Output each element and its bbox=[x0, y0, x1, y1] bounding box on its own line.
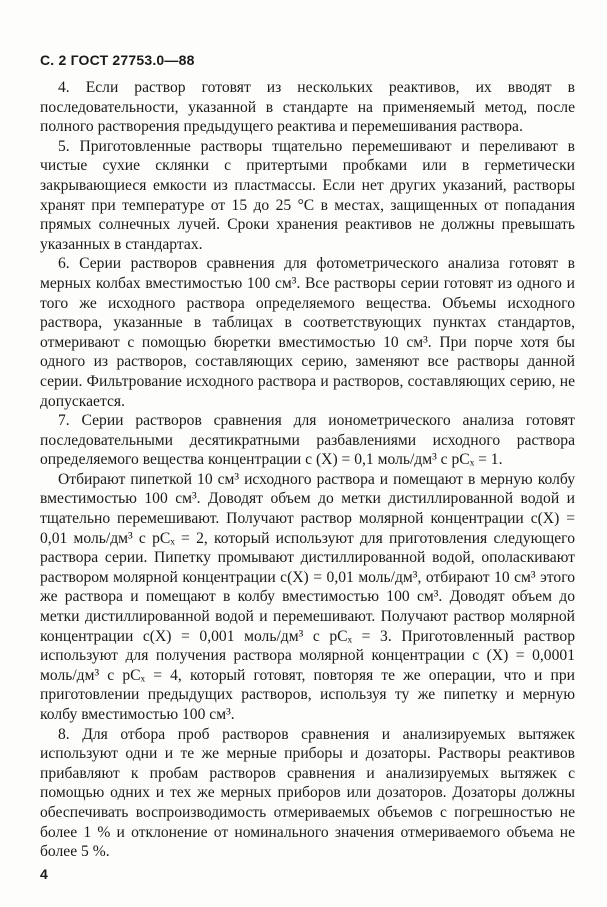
paragraph-text: 6. Серии растворов сравнения для фотометрического анализа готовят в мерных колбах вместимостью 100 см³. Все растворы серии готовят из одного и того же исходного раствора определяемого вещества. Объемы исходного раствора, указанные в таблицах в соответствующих пунктах стандартов, отмеривают с помощью бюретки вместимостью 10 см³. При порче хотя бы одного из растворов, составляющих серию, заменяют все растворы данной серии. Фильтрование исходного раствора и растворов, составляющих серию, не допускается. bbox=[40, 255, 575, 410]
paragraph-7-continued bbox=[40, 470, 575, 725]
paragraph-6 bbox=[40, 254, 575, 411]
document-body bbox=[40, 78, 575, 862]
paragraph-4 bbox=[40, 78, 575, 137]
paragraph-7 bbox=[40, 411, 575, 470]
paragraph-text: 8. Для отбора проб растворов сравнения и анализируемых вытяжек используют одни и те же мерные приборы и дозаторы. Растворы реактивов прибавляют к пробам растворов сравнения и анализируемых вытяжек с помощью одних и тех же мерных приборов или дозаторов. Дозаторы должны обеспечивать воспроизводимость отмериваемых объемов с погрешностью не более 1 % и отклонение от номинального значения отмериваемого объема не более 5 %. bbox=[40, 725, 575, 861]
paragraph-8 bbox=[40, 725, 575, 862]
paragraph-text: Отбирают пипеткой 10 см³ исходного раствора и помещают в мерную колбу вместимостью 100 см³. Доводят объем до метки дистиллированной водой и тщательно перемешивают. Получают раствор молярной концентрации с(X) = 0,01 моль/дм³ с pCₓ = 2, который используют для приготовления следующего раствора серии. Пипетку промывают дистиллированной водой, ополаскивают раствором молярной концентрации с(X) = 0,01 моль/дм³, отбирают 10 см³ этого же раствора и помещают в колбу вместимостью 100 см³. Доводят объем до метки дистиллированной водой и перемешивают. Получают раствор молярной концентрации с(X) = 0,001 моль/дм³ с pCₓ = 3. Приготовленный раствор используют для получения раствора молярной концентрации с (X) = 0,0001 моль/дм³ с pCₓ = 4, который готовят, повторяя те же операции, что и при приготовлении предыдущих растворов, используя ту же пипетку и мерную колбу вместимостью 100 см³. bbox=[40, 470, 575, 723]
paragraph-text: 7. Серии растворов сравнения для ионометрического анализа готовят последовательными десятикратными разбавлениями исходного раствора определяемого вещества концентрации с (X) = 0,1 моль/дм³ с pCₓ = 1. bbox=[40, 412, 575, 469]
paragraph-text: 4. Если раствор готовят из нескольких реактивов, их вводят в последовательности, указанной в стандарте на применяемый метод, после полного растворения предыдущего реактива и перемешивания раствора. bbox=[40, 79, 575, 136]
paragraph-text: 5. Приготовленные растворы тщательно перемешивают и переливают в чистые сухие склянки с притертыми пробками или в герметически закрывающиеся емкости из пластмассы. Если нет других указаний, растворы хранят при температуре от 15 до 25 °С в местах, защищенных от попадания прямых солнечных лучей. Сроки хранения реактивов не должны превышать указанных в стандартах. bbox=[40, 137, 575, 253]
paragraph-5 bbox=[40, 137, 575, 255]
page-number: 4 bbox=[40, 866, 48, 882]
page-header: С. 2 ГОСТ 27753.0—88 bbox=[40, 52, 195, 68]
